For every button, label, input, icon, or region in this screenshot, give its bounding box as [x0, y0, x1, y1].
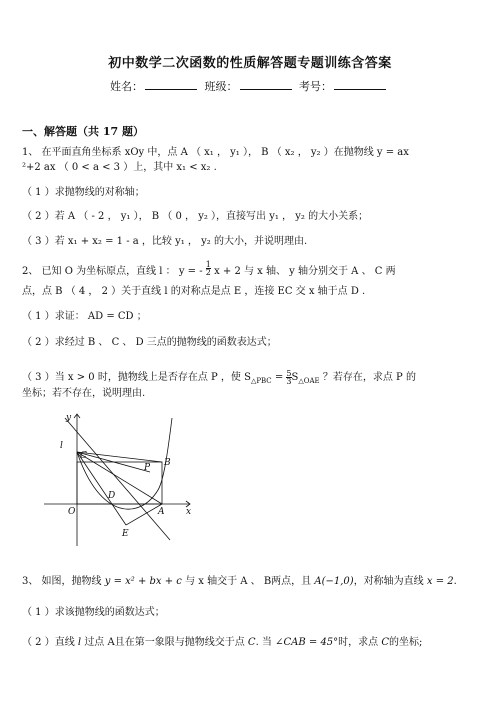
q2-fraction	[206, 261, 211, 276]
label-E: E	[122, 529, 129, 539]
label-C: C	[80, 451, 87, 461]
q2-part1: （ 1 ）求证： AD = CD ；	[22, 311, 147, 322]
segment-EA	[126, 504, 162, 525]
q1-line2: ²+2 ax （ 0 < a < 3 ）上，其中 x₁ < x₂ .	[22, 162, 217, 173]
name-blank	[145, 80, 197, 90]
segment-CE	[77, 452, 126, 525]
q3-equation: y = x² + bx + c	[104, 576, 182, 587]
q3-line1-b: 与 x 轴交于 A 、 B两点，且	[185, 576, 312, 587]
document-title: 初中数学二次函数的性质解答题专题训练含答案	[108, 56, 392, 71]
q1-part3: （ 3 ）若 x₁ + x₂ = 1 - a ，比较 y₁ ， y₂ 的大小，并说明理由.	[22, 236, 308, 247]
class-blank	[240, 80, 292, 90]
q3-line1-c: ，对称轴为直线	[353, 576, 424, 587]
q2-frac-num: 1	[205, 260, 211, 269]
section-title: 一、解答题（共 17 题）	[22, 125, 144, 138]
q2-line1-a: 2、 已知 O 为坐标原点，直线 l ： y = -	[22, 266, 203, 277]
q3-part2-e: 的坐标;	[389, 637, 423, 648]
label-l: l	[60, 441, 63, 451]
id-label: 考号：	[299, 80, 332, 93]
label-A: A	[158, 507, 165, 517]
q2-part3-sub1: △PBC	[250, 377, 272, 385]
q3-part2	[22, 636, 422, 649]
q2-part3-c: ？若存在，求点 P 的	[322, 372, 416, 383]
q3-part2-b: 过点 A且在第一象限与抛物线交于点	[84, 637, 245, 648]
q3-part2-a: （ 2 ）直线	[22, 637, 75, 648]
q3-line1: 3、 如图，抛物线 y = x² + bx + c 与 x 轴交于 A 、 B两点，且 A(−1,0)，对称轴为直线 x = 2.	[22, 576, 457, 587]
parabola	[77, 418, 172, 509]
label-P: P	[144, 463, 151, 473]
class-label: 班级：	[204, 80, 238, 93]
q1-part1: （ 1 ）求抛物线的对称轴；	[22, 187, 145, 198]
q2-part3-frac-den: 3	[286, 377, 292, 386]
label-O: O	[68, 507, 76, 517]
q3-part1: （ 1 ）求该抛物线的函数达式；	[22, 607, 165, 618]
q3-angle: ∠CAB = 45°	[275, 637, 339, 648]
q3-line1-a: 3、 如图，抛物线	[22, 576, 102, 587]
segment-CA	[77, 452, 162, 504]
name-label: 姓名：	[110, 80, 143, 93]
student-info-line	[0, 78, 500, 94]
q3-part2-d: 时，求点	[338, 637, 379, 648]
q2-part3	[22, 370, 416, 388]
segment-CB	[77, 452, 162, 462]
q2-figure	[40, 410, 200, 550]
q3-axis: x = 2	[426, 576, 454, 587]
q2-part3-frac-num: 5	[286, 369, 292, 378]
q2-part3-a: （ 3 ）当 x > 0 时，抛物线上是否存在点 P ，使 S	[22, 372, 251, 383]
q3-point-A: A(−1,0)	[314, 576, 354, 587]
q2-part3-b: S	[291, 372, 299, 383]
label-B: B	[164, 458, 171, 468]
label-y: y	[66, 413, 72, 423]
q3-line-l: l	[77, 637, 82, 648]
id-blank	[334, 80, 386, 90]
label-D: D	[108, 491, 116, 501]
q3-part2-c: . 当	[255, 637, 272, 648]
q2-part2: （ 2 ）求经过 B 、 C 、 D 三点的抛物线的函数表达式；	[22, 337, 277, 348]
q2-frac-den: 2	[205, 268, 211, 277]
q2-part3-sub2: △OAE	[298, 377, 320, 385]
q2-part3-eq: =	[271, 372, 287, 383]
q2-line1-b: x + 2 与 x 轴、 y 轴分别交于 A 、 C 两	[214, 266, 396, 277]
q2-line2: 点，点 B （ 4 ， 2 ）关于直线 l 的对称点是点 E ，连接 EC 交 x 轴于点 D .	[22, 286, 366, 297]
q3-point-C2: C	[381, 637, 390, 648]
q3-point-C: C	[247, 637, 256, 648]
q1-part2: （ 2 ）若 A （ - 2 ， y₁ ）， B （ 0 ， y₂ ），直接写出 y₁ ， y₂ 的大小关系；	[22, 211, 369, 222]
label-x: x	[186, 507, 192, 517]
q2-part3-line2: 坐标；若不存在，说明理由.	[22, 388, 146, 399]
line-l	[65, 418, 170, 540]
q2-line1	[22, 260, 396, 278]
q1-line1: 1、 在平面直角坐标系 xOy 中，点 A （ x₁ ， y₁ ）， B （ x₂ ， y₂ ）在抛物线 y = ax	[22, 147, 409, 158]
